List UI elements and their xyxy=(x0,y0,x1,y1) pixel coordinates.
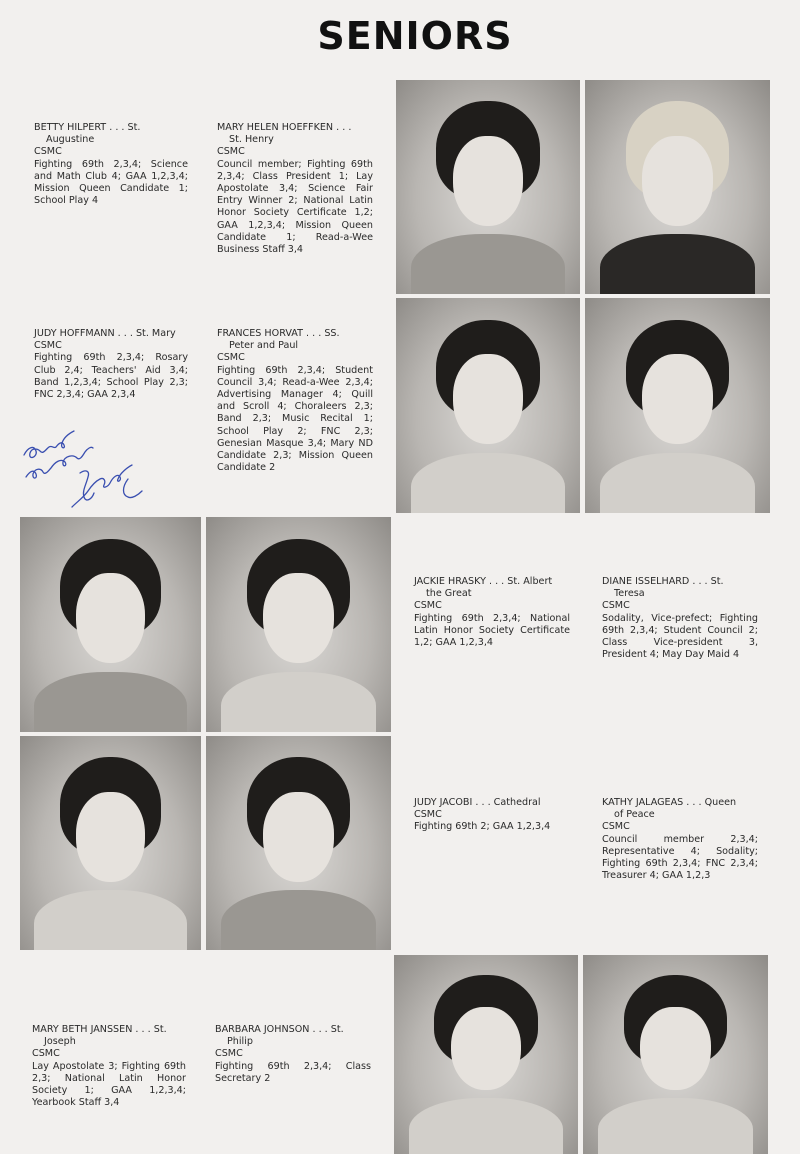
student-parish: Augustine xyxy=(46,134,95,146)
student-activities: Fighting 69th 2,3,4; Science and Math Club 4; GAA 1,2,3,4; Mission Queen Candidate 1; School Play 4 xyxy=(34,158,188,207)
student-school: CSMC xyxy=(34,340,62,352)
student-photo-jalageas xyxy=(206,736,391,950)
student-photo-jacobi xyxy=(20,736,201,950)
student-bio-jalageas xyxy=(602,797,758,882)
student-school: CSMC xyxy=(215,1048,243,1060)
student-bio-horvat xyxy=(217,328,373,474)
signature-scribble xyxy=(20,415,150,515)
student-parish: the Great xyxy=(426,588,472,600)
student-school: CSMC xyxy=(602,821,630,833)
student-photo-hoffmann xyxy=(396,298,580,513)
student-parish: of Peace xyxy=(614,809,655,821)
student-photo-johnson xyxy=(583,955,768,1154)
student-bio-hilpert xyxy=(34,122,188,207)
student-activities: Lay Apostolate 3; Fighting 69th 2,3; National Latin Honor Society 1; GAA 1,2,3,4; Yearbook Staff 3,4 xyxy=(32,1060,186,1109)
student-photo-hilpert xyxy=(396,80,580,294)
student-name: FRANCES HORVAT . . . SS. xyxy=(217,328,340,339)
student-name: JUDY JACOBI . . . Cathedral xyxy=(414,797,541,808)
student-bio-janssen xyxy=(32,1024,186,1109)
student-bio-jacobi xyxy=(414,797,570,834)
student-parish: Philip xyxy=(227,1036,253,1048)
student-activities: Fighting 69th 2,3,4; Student Council 3,4; Read-a-Wee 2,3,4; Advertising Manager 4; Quill and Scroll 4; Choraleers 2,3; Band 2,3; Music Recital 1; School Play 2; FNC 2,3; Genesian Masque 3,4; Mary ND Candidate 2,3; Mission Queen Candidate 2 xyxy=(217,364,373,474)
student-photo-janssen xyxy=(394,955,578,1154)
student-school: CSMC xyxy=(217,146,245,158)
student-bio-isselhard xyxy=(602,576,758,661)
student-school: CSMC xyxy=(217,352,245,364)
student-name: BARBARA JOHNSON . . . St. xyxy=(215,1024,344,1035)
student-name: MARY BETH JANSSEN . . . St. xyxy=(32,1024,167,1035)
student-activities: Council member; Fighting 69th 2,3,4; Class President 1; Lay Apostolate 3,4; Science Fair Entry Winner 2; National Latin Honor Society Certificate 1,2; GAA 1,2,3,4; Mission Queen Candidate 1; Read-a-Wee Business Staff 3,4 xyxy=(217,158,373,256)
student-photo-isselhard xyxy=(206,517,391,732)
student-bio-johnson xyxy=(215,1024,371,1085)
student-activities: Fighting 69th 2,3,4; National Latin Honor Society Certificate 1,2; GAA 1,2,3,4 xyxy=(414,612,570,649)
student-school: CSMC xyxy=(414,600,442,612)
student-name: JACKIE HRASKY . . . St. Albert xyxy=(414,576,553,587)
student-bio-hoeffken xyxy=(217,122,373,256)
student-photo-horvat xyxy=(585,298,770,513)
student-activities: Fighting 69th 2,3,4; Rosary Club 2,4; Teachers' Aid 3,4; Band 1,2,3,4; School Play 2,3; FNC 2,3,4; GAA 2,3,4 xyxy=(34,352,188,401)
student-photo-hoeffken xyxy=(585,80,770,294)
student-name: KATHY JALAGEAS . . . Queen xyxy=(602,797,737,808)
student-parish: Teresa xyxy=(614,588,645,600)
student-name: MARY HELEN HOEFFKEN . . . xyxy=(217,122,352,133)
student-school: CSMC xyxy=(34,146,62,158)
student-name: JUDY HOFFMANN . . . St. Mary xyxy=(34,328,176,339)
student-school: CSMC xyxy=(602,600,630,612)
student-name: BETTY HILPERT . . . St. xyxy=(34,122,141,133)
student-activities: Council member 2,3,4; Representative 4; Sodality; Fighting 69th 2,3,4; FNC 2,3,4; Treasurer 4; GAA 1,2,3 xyxy=(602,833,758,882)
student-name: DIANE ISSELHARD . . . St. xyxy=(602,576,724,587)
student-bio-hoffmann xyxy=(34,328,188,401)
student-activities: Fighting 69th 2,3,4; Class Secretary 2 xyxy=(215,1060,371,1084)
student-school: CSMC xyxy=(414,809,442,821)
handwritten-signature xyxy=(20,415,150,515)
student-school: CSMC xyxy=(32,1048,60,1060)
student-activities: Sodality, Vice-prefect; Fighting 69th 2,3,4; Student Council 2; Class Vice-president 3, President 4; May Day Maid 4 xyxy=(602,612,758,661)
student-photo-hrasky xyxy=(20,517,201,732)
student-parish: Joseph xyxy=(44,1036,76,1048)
student-bio-hrasky xyxy=(414,576,570,649)
student-activities: Fighting 69th 2; GAA 1,2,3,4 xyxy=(414,821,551,833)
student-parish: Peter and Paul xyxy=(229,340,299,352)
page-title: SENIORS xyxy=(317,14,513,58)
student-parish: St. Henry xyxy=(229,134,274,146)
